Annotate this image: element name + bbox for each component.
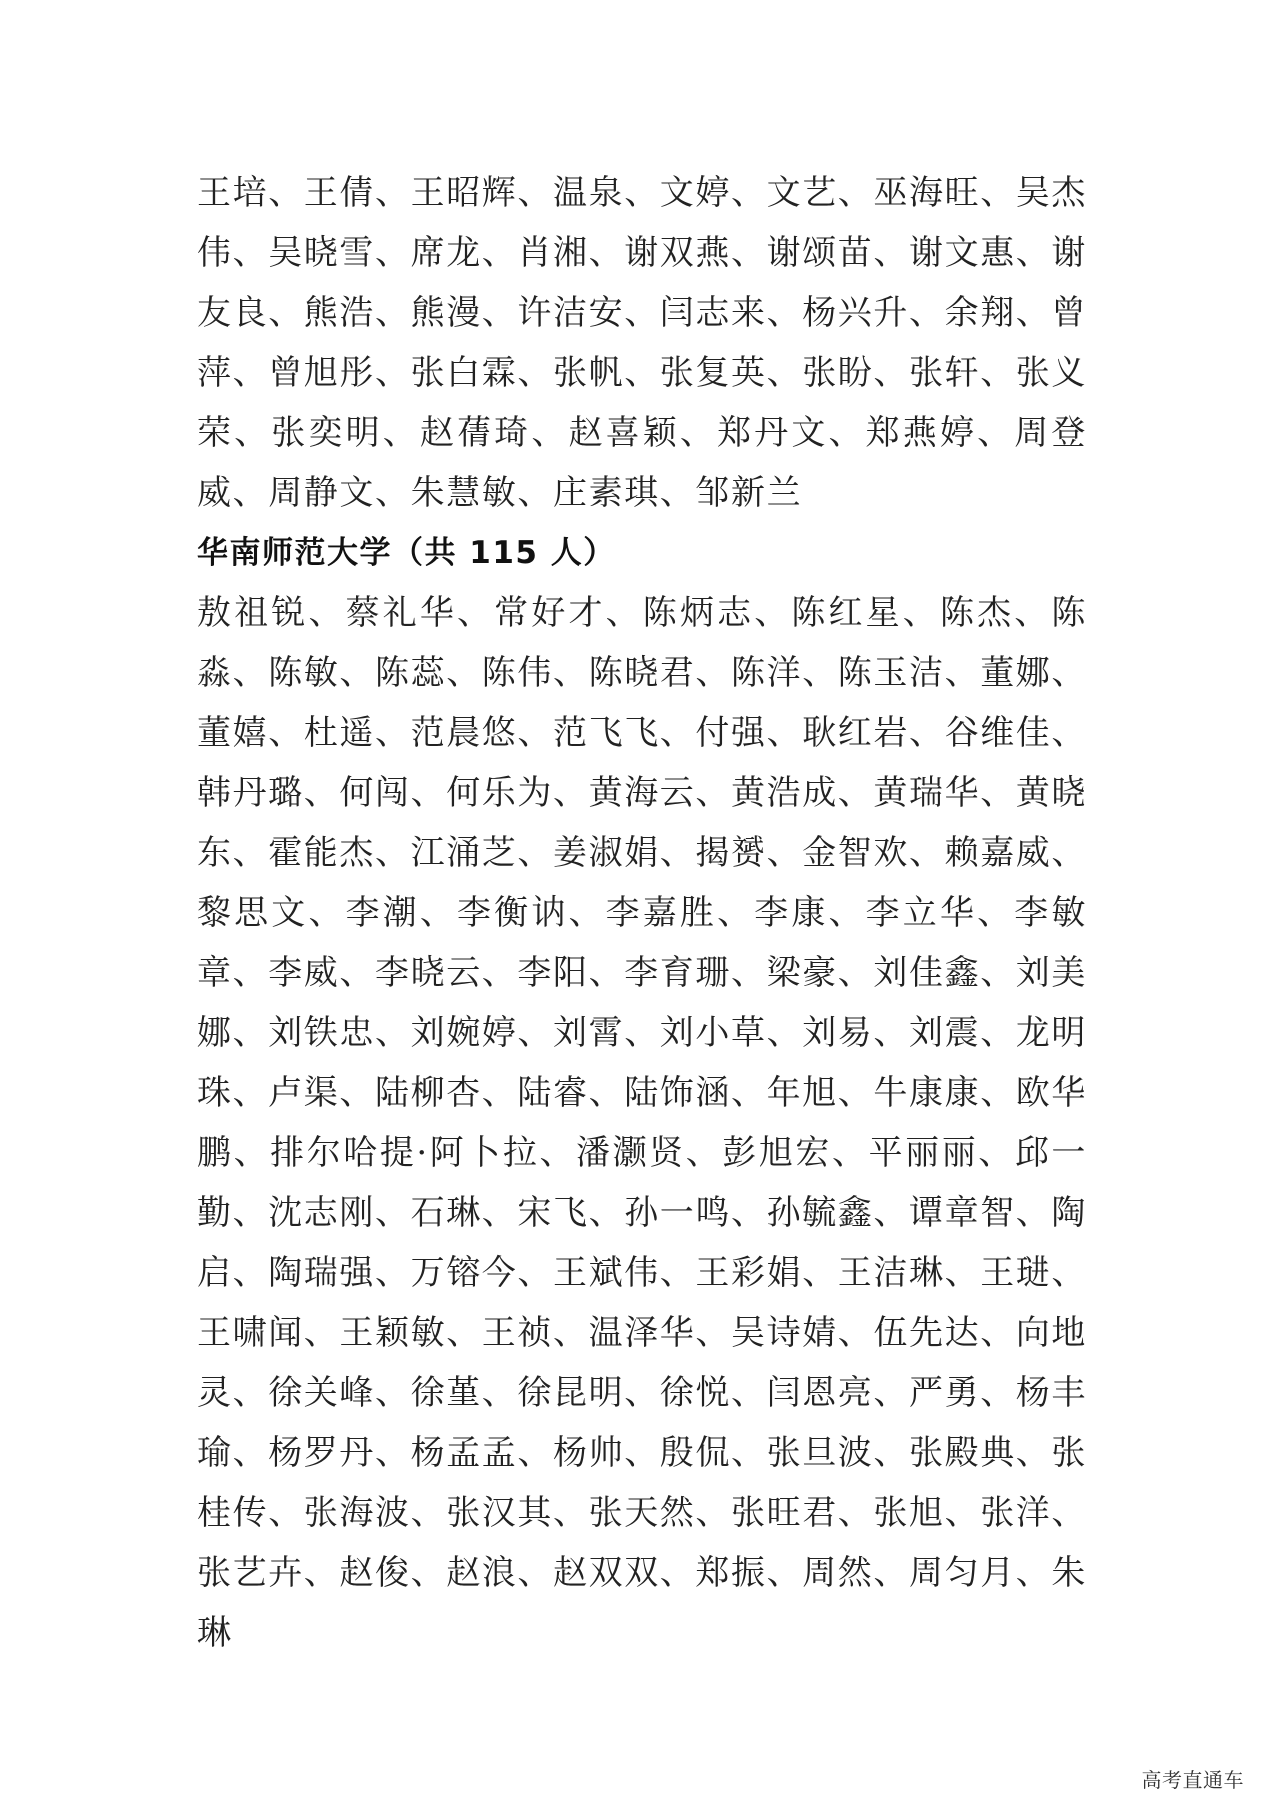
watermark-label: 高考直通车 (1141, 1768, 1244, 1792)
scnu-name-list: 敖祖锐、蔡礼华、常好才、陈炳志、陈红星、陈杰、陈淼、陈敏、陈蕊、陈伟、陈晓君、陈洋、陈玉洁、董娜、董嬉、杜遥、范晨悠、范飞飞、付强、耿红岩、谷维佳、韩丹璐、何闯、何乐为、黄海云、黄浩成、黄瑞华、黄晓东、霍能杰、江涌芝、姜淑娟、揭赟、金智欢、赖嘉威、黎思文、李潮、李衡讷、李嘉胜、李康、李立华、李敏章、李威、李晓云、李阳、李育珊、梁豪、刘佳鑫、刘美娜、刘铁忠、刘婉婷、刘霄、刘小草、刘易、刘震、龙明珠、卢渠、陆柳杏、陆睿、陆饰涵、年旭、牛康康、欧华鹏、排尔哈提·阿卜拉、潘灏贤、彭旭宏、平丽丽、邱一勤、沈志刚、石琳、宋飞、孙一鸣、孙毓鑫、谭章智、陶启、陶瑞强、万镕今、王斌伟、王彩娟、王洁琳、王琎、王啸闻、王颖敏、王祯、温泽华、吴诗婧、伍先达、向地灵、徐关峰、徐堇、徐昆明、徐悦、闫恩亮、严勇、杨丰瑜、杨罗丹、杨孟孟、杨帅、殷侃、张旦波、张殿典、张桂传、张海波、张汉其、张天然、张旺君、张旭、张洋、张艺卉、赵俊、赵浪、赵双双、郑振、周然、周匀月、朱琳 (197, 593, 1087, 1653)
continued-name-list: 王培、王倩、王昭辉、温泉、文婷、文艺、巫海旺、吴杰伟、吴晓雪、席龙、肖湘、谢双燕、谢颂苗、谢文惠、谢友良、熊浩、熊漫、许洁安、闫志来、杨兴升、余翔、曾萍、曾旭彤、张白霖、张帆、张复英、张盼、张轩、张义荣、张奕明、赵蒨琦、赵喜颖、郑丹文、郑燕婷、周登威、周静文、朱慧敏、庄素琪、邹新兰 (197, 173, 1087, 513)
page-content (197, 163, 1087, 1663)
section-heading-scnu: 华南师范大学（共 115 人） (197, 535, 616, 571)
